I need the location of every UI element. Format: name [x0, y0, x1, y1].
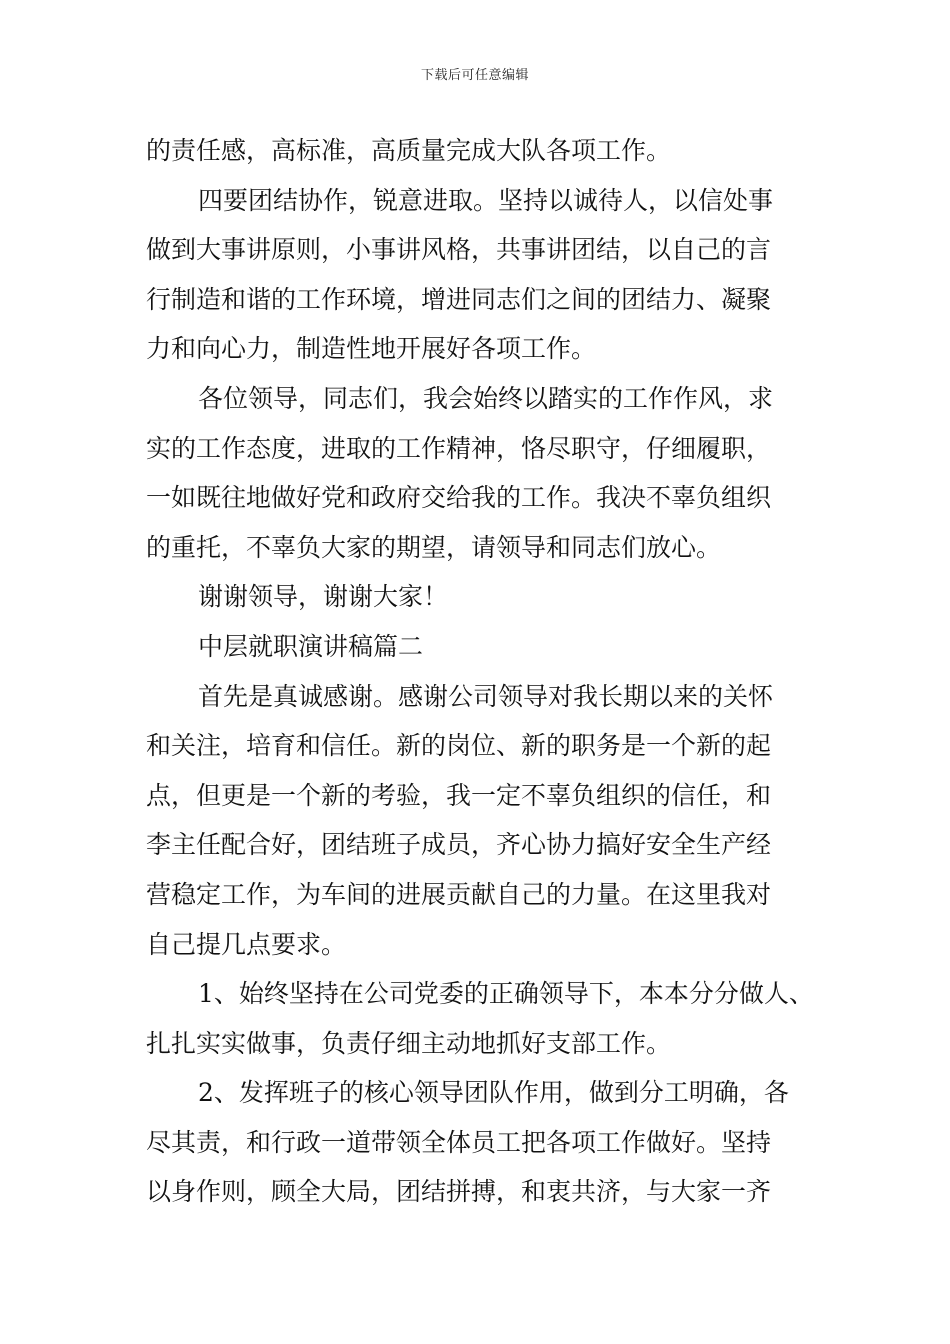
text-line: 扎扎实实做事，负责仔细主动地抓好支部工作。 — [146, 1028, 672, 1058]
text-line: 四要团结协作，锐意进取。坚持以诚待人，以信处事 — [198, 185, 774, 215]
text-line: 的责任感，高标准，高质量完成大队各项工作。 — [146, 136, 672, 165]
text-line: 2、发挥班子的核心领导团队作用，做到分工明确，各 — [198, 1078, 789, 1108]
text-line: 的重托，不辜负大家的期望，请领导和同志们放心。 — [146, 532, 722, 562]
document-body — [146, 126, 814, 1217]
text-line: 实的工作态度，进取的工作精神，恪尽职守，仔细履职， — [146, 433, 772, 463]
text-line: 1、始终坚持在公司党委的正确领导下，本本分分做人、 — [198, 979, 814, 1009]
text-line: 点，但更是一个新的考验，我一定不辜负组织的信任，和 — [146, 780, 772, 810]
text-line: 做到大事讲原则，小事讲风格，共事讲团结，以自己的言 — [146, 235, 772, 265]
text-line: 和关注，培育和信任。新的岗位、新的职务是一个新的起 — [146, 731, 772, 761]
page-header: 下载后可任意编辑 — [420, 68, 529, 83]
text-line: 力和向心力，制造性地开展好各项工作。 — [146, 334, 597, 364]
text-line: 尽其责，和行政一道带领全体员工把各项工作做好。坚持 — [146, 1127, 772, 1157]
text-line: 谢谢领导，谢谢大家！ — [198, 582, 449, 612]
text-line: 首先是真诚感谢。感谢公司领导对我长期以来的关怀 — [198, 681, 774, 711]
text-line: 营稳定工作，为车间的进展贡献自己的力量。在这里我对 — [146, 879, 772, 909]
text-line: 一如既往地做好党和政府交给我的工作。我决不辜负组织 — [146, 483, 772, 513]
text-line: 行制造和谐的工作环境，增进同志们之间的团结力、凝聚 — [146, 284, 772, 314]
text-line: 各位领导，同志们，我会始终以踏实的工作作风，求 — [198, 383, 774, 413]
text-line: 以身作则，顾全大局，团结拼搏，和衷共济，与大家一齐 — [146, 1177, 772, 1207]
text-line: 自己提几点要求。 — [146, 929, 347, 959]
text-line: 李主任配合好，团结班子成员，齐心协力搞好安全生产经 — [146, 830, 772, 860]
text-line: 中层就职演讲稿篇二 — [198, 631, 424, 661]
